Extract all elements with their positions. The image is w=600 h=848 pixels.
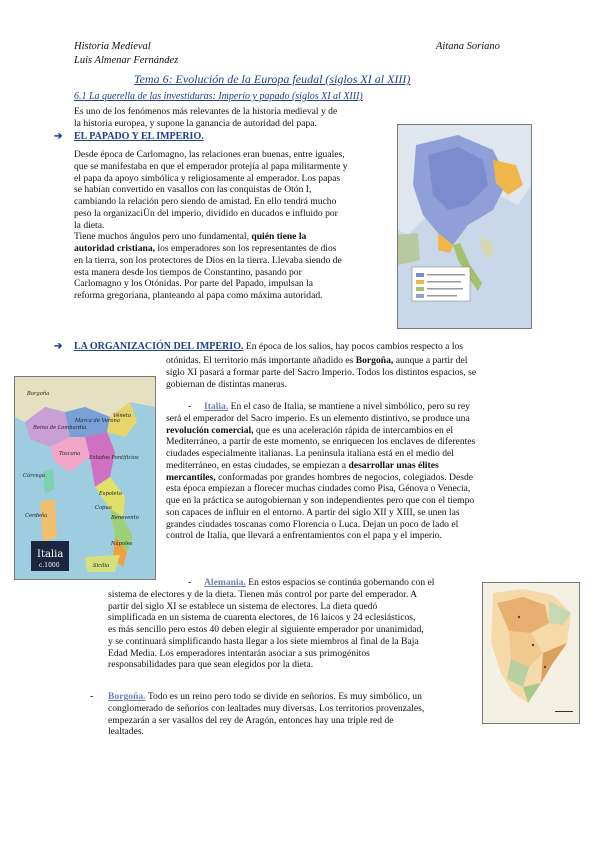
map-label: Toscana bbox=[59, 451, 81, 457]
alemania-paragraph bbox=[108, 577, 473, 671]
map-label: Córcega bbox=[23, 473, 45, 479]
dash-bullet: - bbox=[90, 691, 94, 702]
section-heading-organizacion: LA ORGANIZACIÓN DEL IMPERIO. bbox=[74, 341, 244, 352]
text-line: responsabilidades para que sean elegidos por la dieta. bbox=[108, 659, 314, 671]
map-label: Véneto bbox=[113, 413, 131, 419]
dash-bullet: - bbox=[188, 401, 192, 412]
alemania-label: Alemania. bbox=[204, 577, 246, 588]
map-label: Benevento bbox=[111, 515, 139, 521]
text-line bbox=[108, 577, 473, 589]
intro-paragraph bbox=[74, 106, 389, 130]
map-label: Borgoña bbox=[27, 391, 50, 397]
italia-paragraph bbox=[166, 401, 526, 542]
map-label: Estados Pontificios bbox=[89, 455, 139, 461]
empire-map-graphic bbox=[398, 125, 531, 328]
bold-span: quién tiene la bbox=[251, 231, 307, 243]
text-line: y se continuará simplificando hasta llegar a los siete miembros al final de la Baja bbox=[108, 635, 419, 647]
text-line: peso la organizaciÜn del imperio, dividido en ducados e influido por bbox=[74, 207, 338, 219]
text-line bbox=[166, 472, 526, 484]
text-span: mediterráneo, en estas ciudades, se empiezan a bbox=[166, 459, 347, 471]
author-right: Aitana Soriano bbox=[436, 41, 500, 52]
organizacion-intro bbox=[74, 341, 526, 353]
text-line: Edad Media. Los emperadores intentarán asociar a sus primogénitos bbox=[108, 647, 370, 659]
section-heading-papado: EL PAPADO Y EL IMPERIO. bbox=[74, 131, 204, 142]
bold-span: mercantiles, bbox=[166, 471, 216, 483]
italy-map-image bbox=[14, 376, 156, 580]
germany-map-graphic bbox=[483, 583, 579, 723]
borgona-paragraph bbox=[108, 691, 473, 738]
page-title: Tema 6: Evolución de la Europa feudal (siglos XI al XIII) bbox=[134, 72, 411, 86]
text-span: aunque a partir del bbox=[395, 355, 468, 366]
intro-line: Es uno de los fenómenos más relevantes de la historia medieval y de bbox=[74, 106, 338, 117]
map-label: Sicilia bbox=[93, 563, 110, 569]
text-line: grandes ciudades toscanas como Florencia o Luca. Dejan un poco de lado el bbox=[166, 518, 459, 530]
text-line bbox=[166, 460, 526, 472]
text-line: el papa da apoyo simbólica y religiosamente al emperador. Los papas bbox=[74, 172, 341, 184]
text-line: la dieta. bbox=[74, 219, 105, 231]
map-label: Capua bbox=[95, 505, 112, 511]
text-line bbox=[74, 243, 387, 255]
italy-map-year: c.1000 bbox=[39, 562, 60, 569]
map-label: Nápoles bbox=[111, 541, 133, 547]
map-label: Espoleto bbox=[99, 491, 122, 497]
text-line bbox=[166, 355, 526, 367]
organizacion-paragraph bbox=[166, 355, 526, 390]
text-line: en la tierra, son los protectores de Dios en la tierra. Llevaba siendo de bbox=[74, 254, 342, 266]
text-line bbox=[166, 401, 526, 413]
text-line: se habían convertido en vasallos con las conquistas de Otón I, bbox=[74, 184, 312, 196]
author-left: Luis Almenar Fernández bbox=[74, 55, 179, 66]
text-span: Todo es un reino pero todo se divide en señoríos. Es muy simbólico, un bbox=[147, 691, 422, 702]
text-line bbox=[108, 691, 473, 703]
text-line: esta manera desde los tiempos de Constantino, pasando por bbox=[74, 266, 302, 278]
text-span: En época de los salios, hay pocos cambios respecto a los bbox=[245, 341, 464, 352]
text-line: son capaces de influir en el entorno. A partir del siglo XII y XIII, se unen las bbox=[166, 506, 460, 518]
text-line bbox=[74, 341, 526, 353]
text-line: ciudades especialmente italianas. La península italiana está en el medio del bbox=[166, 448, 454, 459]
text-span: que es una aceleración rápida de intercambios en el bbox=[255, 424, 454, 436]
italy-map-graphic bbox=[15, 377, 155, 579]
text-line: será el emperador del Sacro imperio. Es un elemento distintivo, se produce una bbox=[166, 412, 470, 424]
text-span: Tiene muchos ángulos pero uno fundamental, bbox=[74, 231, 249, 243]
empire-map-image bbox=[397, 124, 532, 329]
bold-span: revolución comercial, bbox=[166, 424, 254, 436]
text-line: gobiernan de distintas maneras. bbox=[166, 378, 287, 390]
text-span: los emperadores son los representantes de dios bbox=[157, 243, 337, 254]
germany-map-image bbox=[482, 582, 580, 724]
dash-bullet: - bbox=[188, 577, 192, 588]
text-line: simplificada en un sistema de cuarenta electores, de 16 laicos y 24 eclesiásticos, bbox=[108, 612, 416, 624]
bold-span: desarrollar unas élites bbox=[348, 459, 439, 471]
text-line: cambiando la relación pero siendo de amistad. En ello tendrá mucho bbox=[74, 196, 337, 207]
text-span: conformadas por grandes hombres de negocios, colegiados. Desde bbox=[218, 471, 474, 483]
italy-map-title: Italia bbox=[37, 549, 64, 560]
text-line: que se manifestaba en que el emperador protejía al papa militarmente y bbox=[74, 160, 348, 172]
text-line: Carlomagno y los Otónidas. Por parte del Papado, impulsan la bbox=[74, 278, 314, 290]
section-subtitle: 6.1 La querella de las investiduras: Imperio y papado (siglos XI al XIII) bbox=[74, 91, 363, 102]
text-line: partir del siglo XI se establece un sistema de electores. La dieta quedó bbox=[108, 600, 378, 612]
map-label: Cerdeña bbox=[25, 513, 48, 519]
text-line: siglo XI pasará a formar parte del Sacro Imperio. Todos los distintos espacios, se bbox=[166, 366, 477, 378]
bold-span: Borgoña, bbox=[355, 355, 394, 366]
text-line: Desde época de Carlomagno, las relaciones eran buenas, entre iguales, bbox=[74, 149, 345, 160]
map-label: Reino de Lombardía bbox=[33, 425, 87, 431]
arrow-bullet-icon: ➔ bbox=[54, 341, 63, 352]
text-line bbox=[166, 425, 526, 437]
map-label: Marca de Verona bbox=[75, 418, 120, 424]
arrow-bullet-icon: ➔ bbox=[54, 131, 63, 142]
text-line: esta época empiezan a florecer muchas ciudades como Pisa, Génova o Venecia, bbox=[166, 483, 471, 495]
course-name: Historia Medieval bbox=[74, 41, 151, 52]
papado-paragraph bbox=[74, 149, 387, 302]
text-span: otónidas. El territorio más importante añadido es bbox=[166, 355, 354, 366]
text-line: sistema de electores y de la dieta. Tienen más control por parte del emperador. A bbox=[108, 588, 418, 600]
text-line: reforma gregoriana, planteando al papa como máxima autoridad. bbox=[74, 290, 323, 301]
text-line bbox=[74, 231, 387, 243]
text-line: es más sencillo pero estos 40 deben elegir al siguiente emperador por unanimidad, bbox=[108, 624, 424, 635]
text-span: En estos espacios se continúa gobernando con el bbox=[248, 577, 435, 588]
borgona-label: Borgoña. bbox=[108, 691, 146, 702]
text-line: conglomerado de señoríos con lealtades muy diversas. Los territorios provenzales, bbox=[108, 702, 425, 714]
text-line: Mediterráneo, a partir de este momento, se enriquecen los enclaves de diferentes bbox=[166, 436, 476, 448]
text-span: En el caso de Italia, se mantiene a nivel simbólico, pero su rey bbox=[230, 401, 470, 412]
text-line: lealtades. bbox=[108, 726, 144, 738]
bold-span: autoridad cristiana, bbox=[74, 243, 156, 254]
italia-label: Italia. bbox=[204, 401, 229, 412]
text-line: control de Italia, que llevará a enfrentamientos con el papa y el imperio. bbox=[166, 530, 442, 542]
intro-line: la historia europea, y supone la ganancia de autoridad del papa. bbox=[74, 117, 317, 129]
text-line: empezarán a ser vasallos del rey de Aragón, entonces hay una triple red de bbox=[108, 714, 394, 726]
text-line: que en la práctica se autogobiernan y son independientes pero que con el tiempo bbox=[166, 495, 475, 506]
